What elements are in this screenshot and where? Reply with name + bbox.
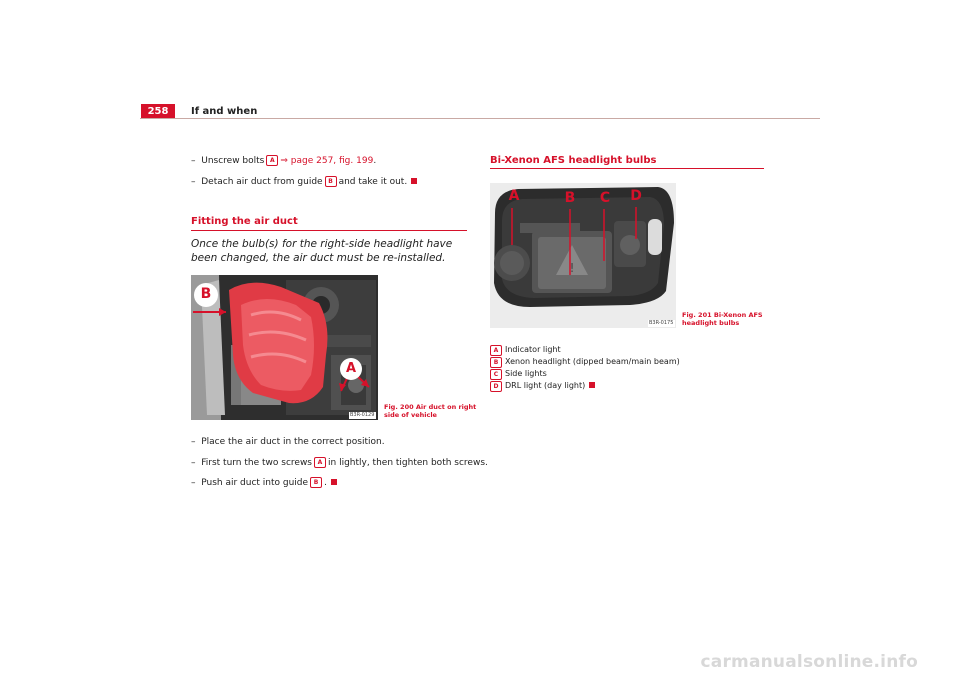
step-unscrew-bolts: – Unscrew bolts A ⇒ page 257, fig. 199.: [191, 156, 377, 166]
figure-label-b: B: [564, 190, 576, 206]
figure-headlight-image: [490, 183, 676, 328]
step-turn-screws: – First turn the two screws A in lightly, then tighten both screws.: [191, 458, 488, 468]
heading-bixenon-afs: Bi-Xenon AFS headlight bulbs: [490, 155, 657, 166]
figure-label-c: C: [599, 190, 611, 206]
page-number: 258: [141, 104, 175, 119]
figure-label-a: A: [345, 361, 357, 376]
step-detach-air-duct: – Detach air duct from guide B and take it out.: [191, 176, 417, 188]
step-push-air-duct: – Push air duct into guide B .: [191, 477, 337, 489]
header-rule: [140, 118, 820, 119]
end-of-section-mark: [411, 178, 417, 184]
end-of-section-mark: [331, 479, 337, 485]
section-title: If and when: [191, 106, 258, 117]
figure-200-caption: Fig. 200 Air duct on right side of vehicle: [384, 403, 477, 419]
figure-201-caption: Fig. 201 Bi-Xenon AFS headlight bulbs: [682, 311, 763, 327]
watermark: carmanualsonline.info: [700, 652, 918, 672]
svg-text:!: !: [569, 261, 575, 275]
callout-a-badge: A: [314, 457, 326, 468]
step-place-air-duct: – Place the air duct in the correct position.: [191, 437, 385, 447]
heading-rule: [490, 168, 764, 169]
figure-label-d: D: [630, 188, 642, 204]
heading-fitting-air-duct: Fitting the air duct: [191, 216, 298, 227]
end-of-section-mark: [589, 382, 595, 388]
intro-text: Once the bulb(s) for the right-side headlight have been changed, the air duct must be re-installed.: [191, 238, 453, 264]
bulb-legend: A Indicator light B Xenon headlight (dipped beam/main beam) C Side lights D DRL light (day light): [490, 345, 750, 395]
callout-b-badge: B: [310, 477, 322, 488]
figure-code: B3R-0129: [350, 412, 375, 418]
page-link[interactable]: ⇒ page 257, fig. 199: [280, 156, 374, 166]
callout-a-badge: A: [266, 155, 278, 166]
heading-rule: [191, 230, 467, 231]
figure-label-b: B: [200, 286, 212, 302]
figure-label-a: A: [508, 188, 520, 204]
figure-code: B3R-0175: [649, 320, 674, 326]
figure-air-duct-image: [191, 275, 378, 420]
callout-b-badge: B: [325, 176, 337, 187]
